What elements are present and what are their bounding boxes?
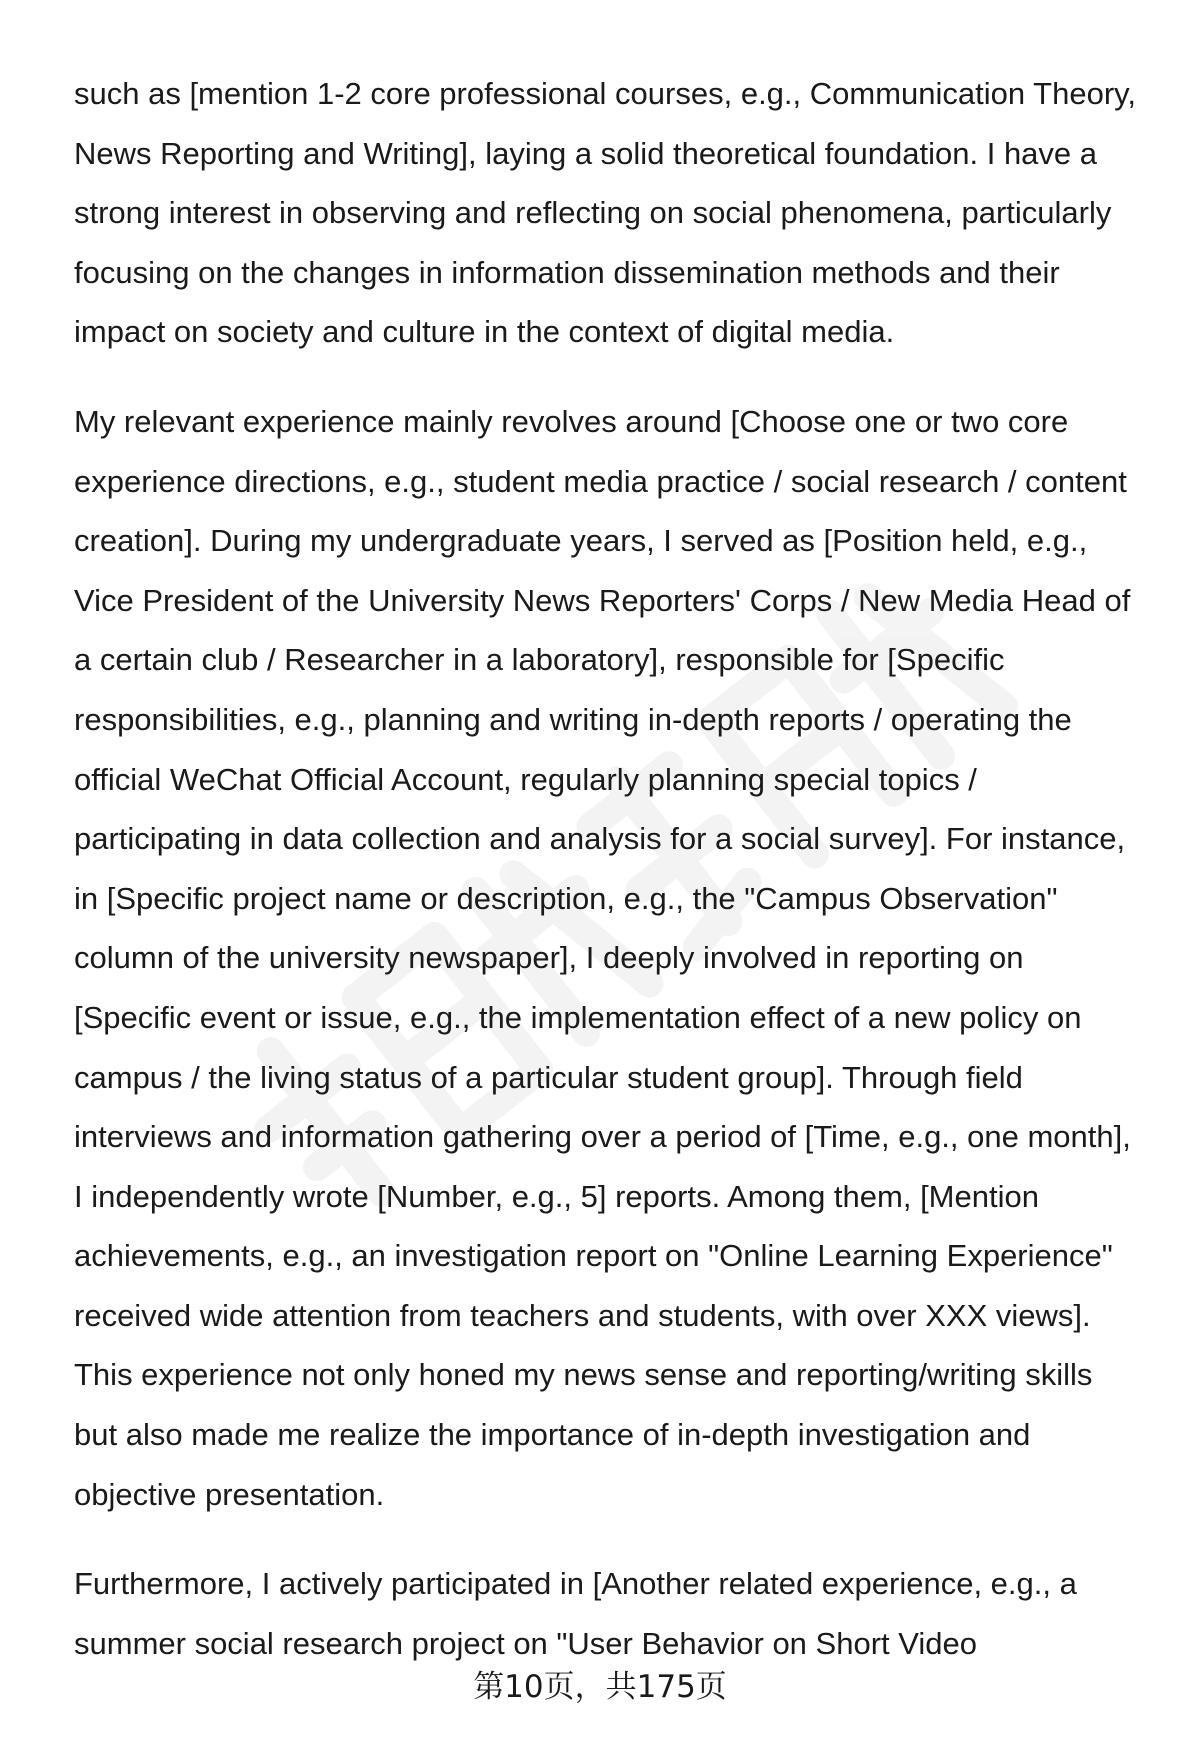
paragraph: My relevant experience mainly revolves around [Choose one or two core experience directions, e.g., student media practice / social research / content creation]. During my undergraduate years, I served as [Position held, e.g., Vice President of the University News Reporters' Corps / New Media Head of a certain club / Researcher in a laboratory], responsible for [Specific responsibilities, e.g., planning and writing in-depth reports / operating the official WeChat Official Account, regularly planning special topics / participating in data collection and analysis for a social survey]. For instance, in [Specific project name or description, e.g., the "Campus Observation" column of the university newspaper], I deeply involved in reporting on [Specific event or issue, e.g., the implementation effect of a new policy on campus / the living status of a particular student group]. Through field interviews and information gathering over a period of [Time, e.g., one month], I independently wrote [Number, e.g., 5] reports. Among them, [Mention achievements, e.g., an investigation report on "Online Learning Experience" received wide attention from teachers and students, with over XXX views]. This experience not only honed my news sense and reporting/writing skills but also made me realize the importance of in-depth investigation and objective presentation.: [74, 403, 1140, 1512]
paragraph: Furthermore, I actively participated in [Another related experience, e.g., a summer social research project on "User Behavior on Short Video: [74, 1566, 1086, 1661]
page-number-footer: 第10页，共175页: [473, 1669, 727, 1705]
document-body: [74, 64, 1144, 1673]
paragraph: such as [mention 1-2 core professional courses, e.g., Communication Theory, News Reporting and Writing], laying a solid theoretical foundation. I have a strong interest in observing and reflecting on social phenomena, particularly focusing on the changes in information dissemination methods and their impact on society and culture in the context of digital media.: [74, 76, 1145, 350]
